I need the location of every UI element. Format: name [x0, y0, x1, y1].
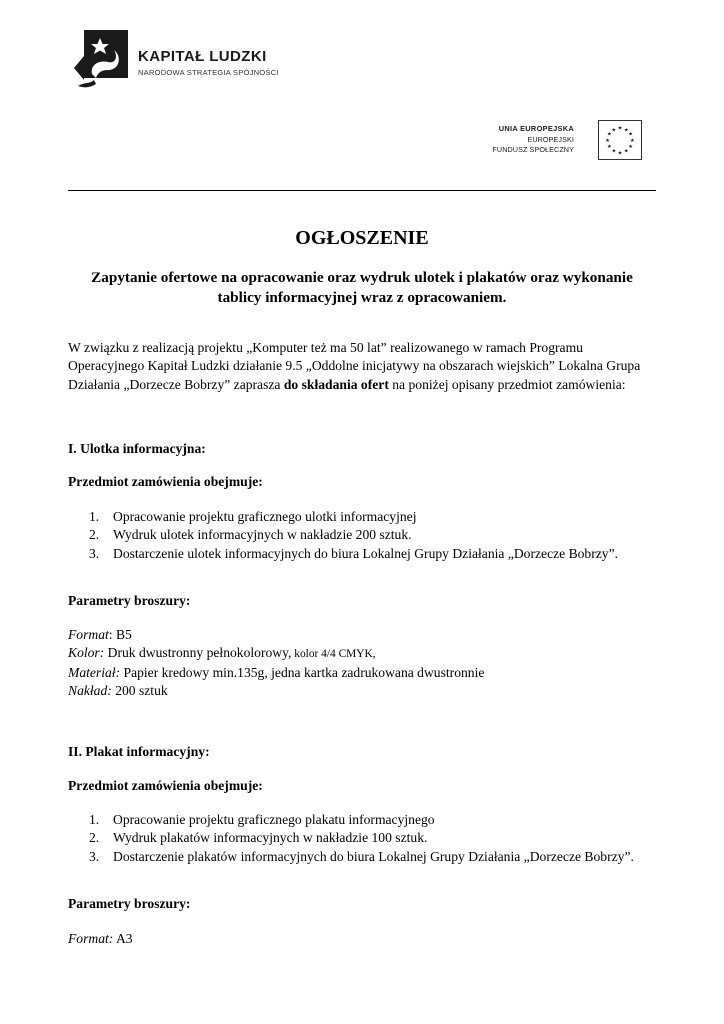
- param-naklad: [68, 682, 656, 700]
- eu-stars-icon: [599, 121, 641, 159]
- param-value: 200 sztuk: [111, 682, 168, 698]
- section-1-scope-heading: Przedmiot zamówienia obejmuje:: [68, 474, 263, 489]
- list-item-number: 2.: [89, 527, 100, 543]
- page-title: OGŁOSZENIE: [295, 227, 429, 249]
- subtitle-line-1: Zapytanie ofertowe na opracowanie oraz wydruk ulotek i plakatów oraz wykonanie: [91, 269, 633, 286]
- svg-text:★: ★: [605, 137, 610, 144]
- param-material: [68, 664, 656, 682]
- param-format: [68, 930, 656, 948]
- list-item-text: Wydruk plakatów informacyjnych w nakładzie 100 sztuk.: [113, 830, 428, 846]
- eu-logo-text: [492, 124, 574, 156]
- eu-line-2: EUROPEJSKI: [527, 134, 574, 144]
- list-item-number: 3.: [89, 545, 100, 561]
- intro-text-1: W związku z realizacją projektu „Komputer też ma 50 lat” realizowanego w ramach Programu Operacyjnego Kapitał Ludzki działanie 9.5 „Oddolne inicjatywy na obszarach wiejskich” Lokalna Grupa Działania „Dorzecze Bobrzy” zaprasza: [68, 340, 641, 392]
- param-format: [68, 626, 656, 644]
- param-value-small: kolor 4/4 CMYK,: [291, 648, 376, 661]
- section-1-params-heading: Parametry broszury:: [68, 593, 191, 608]
- svg-text:★: ★: [623, 148, 629, 155]
- list-item-number: 1.: [89, 812, 100, 827]
- kapital-ludzki-logo: [70, 26, 300, 90]
- list-item: [68, 508, 656, 526]
- param-label: Nakład:: [68, 682, 112, 698]
- svg-text:★: ★: [623, 127, 629, 134]
- param-value: : B5: [108, 627, 132, 642]
- svg-text:★: ★: [611, 148, 617, 155]
- list-item: [68, 526, 656, 544]
- section-2-params-heading: Parametry broszury:: [68, 896, 191, 911]
- svg-text:★: ★: [611, 127, 617, 134]
- param-value: A3: [113, 931, 133, 946]
- subtitle-line-2: tablicy informacyjnej wraz z opracowaniem.: [217, 289, 507, 306]
- eu-fund-logo: [480, 118, 646, 164]
- svg-text:★: ★: [607, 131, 612, 138]
- list-item: [68, 848, 656, 866]
- document-subtitle: [68, 268, 656, 308]
- eu-flag-icon: [598, 120, 642, 160]
- section-2-heading: II. Plakat informacyjny:: [68, 744, 210, 759]
- param-label: Format:: [68, 931, 114, 946]
- section-2-item-list: [68, 811, 656, 866]
- header-divider: [68, 190, 656, 191]
- param-value: Papier kredowy min.135g, jedna kartka zadrukowana dwustronnie: [120, 664, 485, 680]
- param-label: Format: [68, 627, 109, 642]
- svg-text:★: ★: [630, 137, 635, 144]
- list-item: [68, 811, 656, 829]
- list-item-text: Wydruk ulotek informacyjnych w nakładzie 200 sztuk.: [113, 527, 412, 543]
- svg-text:★: ★: [607, 144, 612, 151]
- eu-line-3: FUNDUSZ SPOŁECZNY: [492, 145, 574, 154]
- intro-paragraph: [68, 339, 656, 394]
- list-item-text: Dostarczenie plakatów informacyjnych do biura Lokalnej Grupy Działania „Dorzecze Bobrzy”.: [113, 848, 634, 864]
- param-kolor: [68, 644, 656, 663]
- list-item-text: Opracowanie projektu graficznego ulotki informacyjnej: [113, 509, 417, 524]
- section-2-params: [68, 930, 656, 948]
- param-label: Materiał:: [68, 664, 121, 680]
- svg-text:★: ★: [617, 125, 623, 132]
- section-2-scope-heading: Przedmiot zamówienia obejmuje:: [68, 778, 263, 793]
- param-label: Kolor:: [68, 645, 105, 661]
- section-1-item-list: [68, 508, 656, 563]
- logo-subtitle: NARODOWA STRATEGIA SPÓJNOŚCI: [138, 68, 279, 77]
- list-item: [68, 545, 656, 563]
- list-item-text: Dostarczenie ulotek informacyjnych do biura Lokalnej Grupy Działania „Dorzecze Bobrzy”.: [113, 545, 619, 561]
- list-item: [68, 829, 656, 847]
- list-item-text: Opracowanie projektu graficznego plakatu informacyjnego: [113, 812, 435, 827]
- kapital-ludzki-emblem-icon: [70, 26, 134, 90]
- section-1-params: [68, 626, 656, 700]
- eu-line-1: UNIA EUROPEJSKA: [498, 124, 574, 133]
- svg-text:★: ★: [628, 131, 633, 138]
- intro-text-2: na poniżej opisany przedmiot zamówienia:: [388, 376, 626, 392]
- list-item-number: 1.: [89, 509, 100, 524]
- section-1-heading: I. Ulotka informacyjna:: [68, 441, 206, 456]
- intro-bold-text: do składania ofert: [283, 376, 389, 392]
- svg-text:★: ★: [628, 144, 633, 151]
- param-value: Druk dwustronny pełnokolorowy,: [104, 645, 292, 661]
- logo-title: KAPITAŁ LUDZKI: [138, 48, 267, 65]
- svg-text:★: ★: [617, 150, 623, 157]
- list-item-number: 3.: [89, 848, 100, 864]
- list-item-number: 2.: [89, 830, 100, 846]
